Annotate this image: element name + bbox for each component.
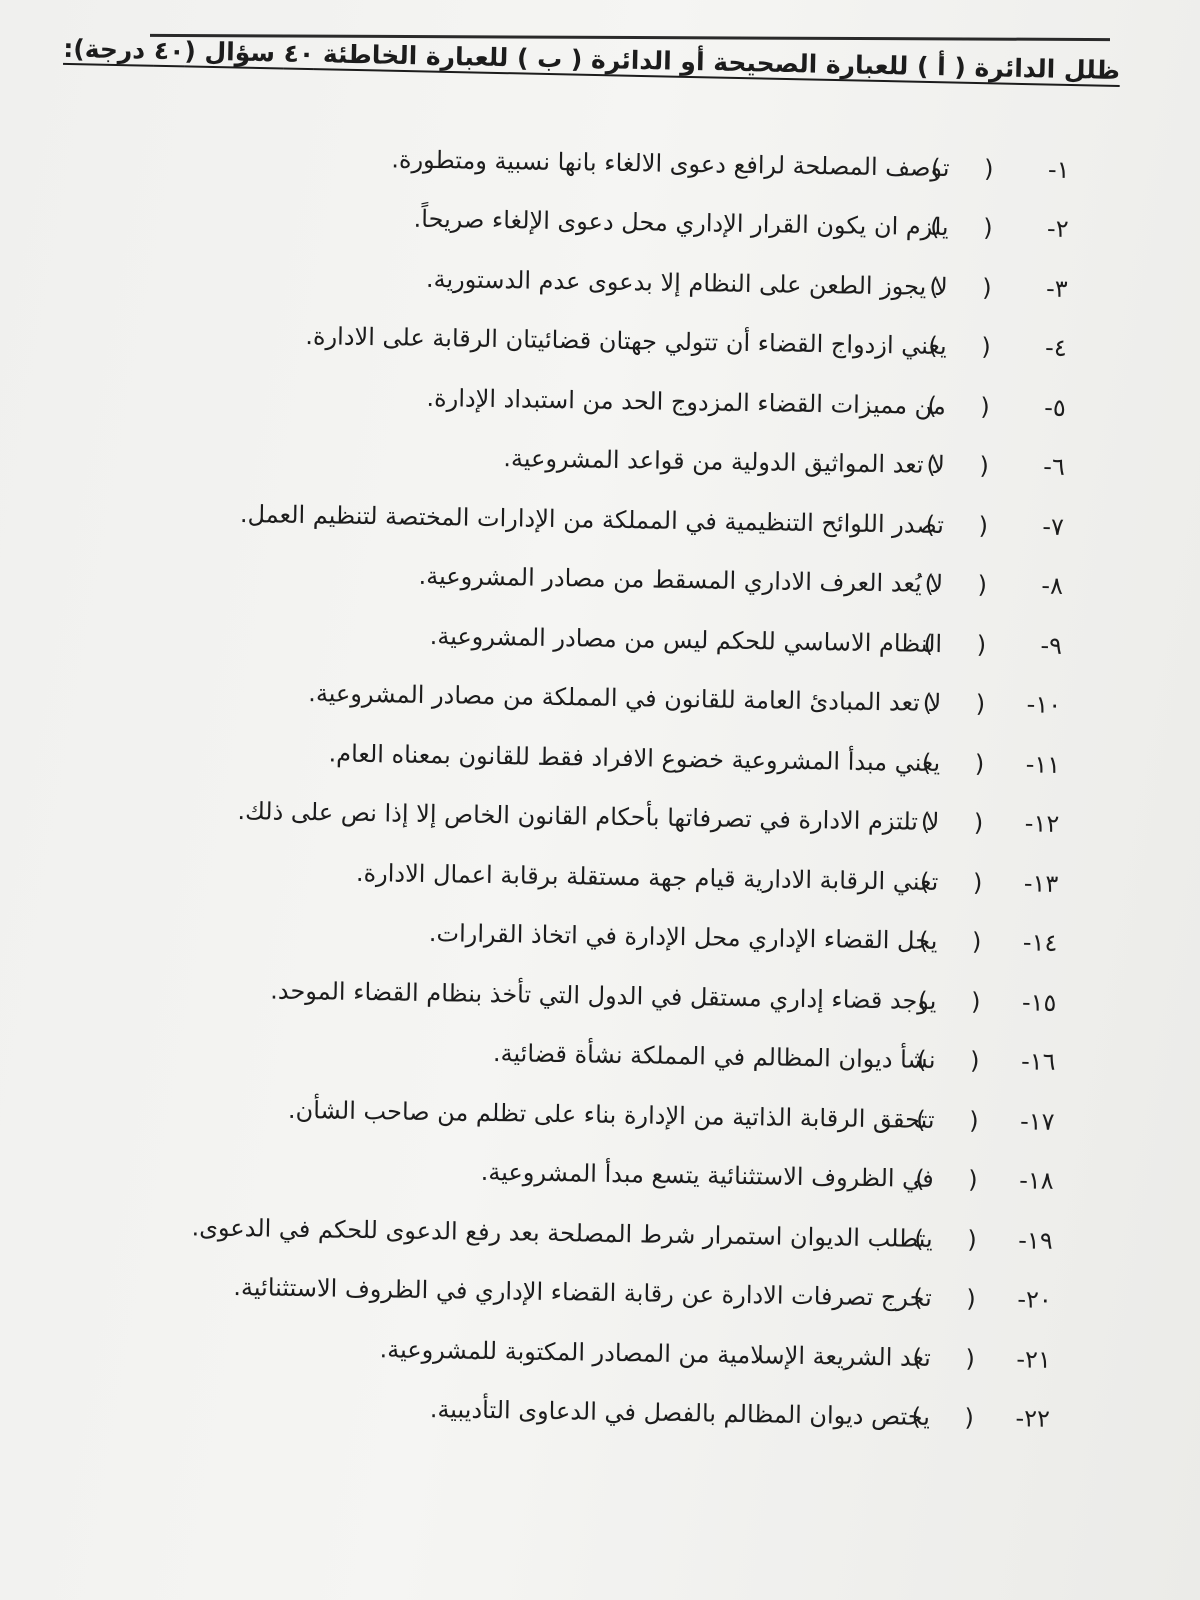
answer-blank[interactable]: ( ) [929, 272, 1010, 302]
question-statement: لا تلتزم الادارة في تصرفاتها بأحكام القانون الخاص إلا إذا نص على ذلك. [237, 797, 940, 837]
question-statement: يلزم ان يكون القرار الإداري محل دعوى الإلغاء صريحاً. [413, 204, 949, 242]
answer-blank[interactable]: ( ) [916, 1105, 997, 1135]
question-number: ٧- [1042, 512, 1065, 541]
question-statement: يتطلب الديوان استمرار شرط المصلحة بعد رفع الدعوى للحكم في الدعوى. [191, 1213, 933, 1253]
answer-blank[interactable]: ( ) [911, 1402, 993, 1433]
answer-blank[interactable]: ( ) [920, 807, 1002, 838]
question-number: ١٠- [1026, 690, 1062, 720]
question-number: ١٨- [1018, 1166, 1054, 1196]
answer-blank[interactable]: ( ) [921, 748, 1003, 778]
question-number: ٨- [1041, 571, 1064, 601]
answer-blank[interactable]: ( ) [924, 570, 1006, 600]
question-statement: توصف المصلحة لرافع دعوى الالغاء بانها نسبية ومتطورة. [391, 145, 950, 182]
question-statement: تصدر اللوائح التنظيمية في المملكة من الإدارات المختصة لتنظيم العمل. [239, 499, 945, 539]
instructions-heading: ظلل الدائرة ( أ ) للعبارة الصحيحة أو الدائرة ( ب ) للعبارة الخاطئة ٤٠ سؤال (٤٠ درجة): [63, 33, 1121, 85]
answer-blank[interactable]: ( ) [926, 451, 1008, 481]
question-number: ٢- [1046, 214, 1069, 244]
question-number: ٦- [1043, 452, 1066, 482]
question-statement: من مميزات القضاء المزدوج الحد من استبداد الإدارة. [426, 383, 947, 420]
question-statement: لا يجوز الطعن على النظام إلا بدعوى عدم الدستورية. [425, 264, 948, 301]
question-number: ١١- [1025, 750, 1061, 779]
answer-blank[interactable]: ( ) [918, 926, 1000, 957]
question-number: ٣- [1045, 274, 1068, 303]
question-statement: تتحقق الرقابة الذاتية من الإدارة بناء على تظلم من صاحب الشأن. [287, 1095, 935, 1134]
question-list [90, 125, 1070, 1449]
answer-blank[interactable]: ( ) [922, 689, 1004, 719]
question-statement: لا تعد المواثيق الدولية من قواعد المشروعية. [503, 444, 946, 480]
question-number: ١٩- [1018, 1226, 1053, 1255]
answer-blank[interactable]: ( ) [930, 153, 1012, 183]
question-statement: يعني ازدواج القضاء أن تتولي جهتان قضائيتان الرقابة على الادارة. [305, 322, 947, 361]
question-statement: يختص ديوان المظالم بالفصل في الدعاوى التأديبية. [429, 1395, 931, 1432]
question-number: ١٢- [1024, 809, 1060, 839]
answer-blank[interactable]: ( ) [923, 629, 1005, 659]
question-number: ١٧- [1019, 1107, 1055, 1136]
question-statement: يوجد قضاء إداري مستقل في الدول التي تأخذ بنظام القضاء الموحد. [270, 976, 937, 1015]
question-number: ١٥- [1021, 988, 1057, 1017]
question-number: ٩- [1040, 631, 1063, 660]
question-statement: يعني مبدأ المشروعية خضوع الافراد فقط للقانون بمعناه العام. [328, 739, 941, 777]
question-statement: تعد الشريعة الإسلامية من المصادر المكتوبة للمشروعية. [379, 1335, 932, 1372]
question-statement: لا يُعد العرف الاداري المسقط من مصادر المشروعية. [418, 562, 944, 599]
question-number: ١٣- [1023, 869, 1059, 898]
answer-blank[interactable]: ( ) [917, 986, 999, 1016]
answer-blank[interactable]: ( ) [916, 1045, 998, 1076]
answer-blank[interactable]: ( ) [928, 332, 1009, 362]
question-number: ١- [1047, 155, 1070, 184]
answer-blank[interactable]: ( ) [913, 1283, 995, 1314]
question-number: ٢٢- [1015, 1404, 1051, 1434]
question-number: ١٤- [1022, 928, 1058, 958]
answer-blank[interactable]: ( ) [930, 213, 1011, 243]
question-statement: نشأ ديوان المظالم في المملكة نشأة قضائية. [492, 1039, 936, 1075]
question-number: ٤- [1044, 333, 1067, 363]
answer-blank[interactable]: ( ) [925, 510, 1007, 540]
question-statement: النظام الاساسي للحكم ليس من مصادر المشروعية. [429, 621, 943, 658]
answer-blank[interactable]: ( ) [914, 1224, 995, 1254]
question-statement: يحل القضاء الإداري محل الإدارة في اتخاذ القرارات. [428, 919, 938, 956]
question-statement: في الظروف الاستثنائية يتسع مبدأ المشروعية. [480, 1158, 934, 1194]
question-statement: تخرج تصرفات الادارة عن رقابة القضاء الإداري في الظروف الاستثنائية. [233, 1273, 933, 1313]
answer-blank[interactable]: ( ) [919, 867, 1001, 897]
question-number: ٢١- [1016, 1345, 1052, 1374]
question-number: ٥- [1044, 393, 1067, 422]
answer-blank[interactable]: ( ) [927, 391, 1009, 421]
question-statement: لا تعد المبادئ العامة للقانون في المملكة من مصادر المشروعية. [308, 679, 942, 718]
answer-blank[interactable]: ( ) [915, 1164, 996, 1195]
question-number: ١٦- [1020, 1047, 1056, 1077]
question-number: ٢٠- [1017, 1285, 1052, 1315]
question-statement: تعني الرقابة الادارية قيام جهة مستقلة برقابة اعمال الادارة. [355, 858, 939, 896]
answer-blank[interactable]: ( ) [912, 1343, 994, 1373]
